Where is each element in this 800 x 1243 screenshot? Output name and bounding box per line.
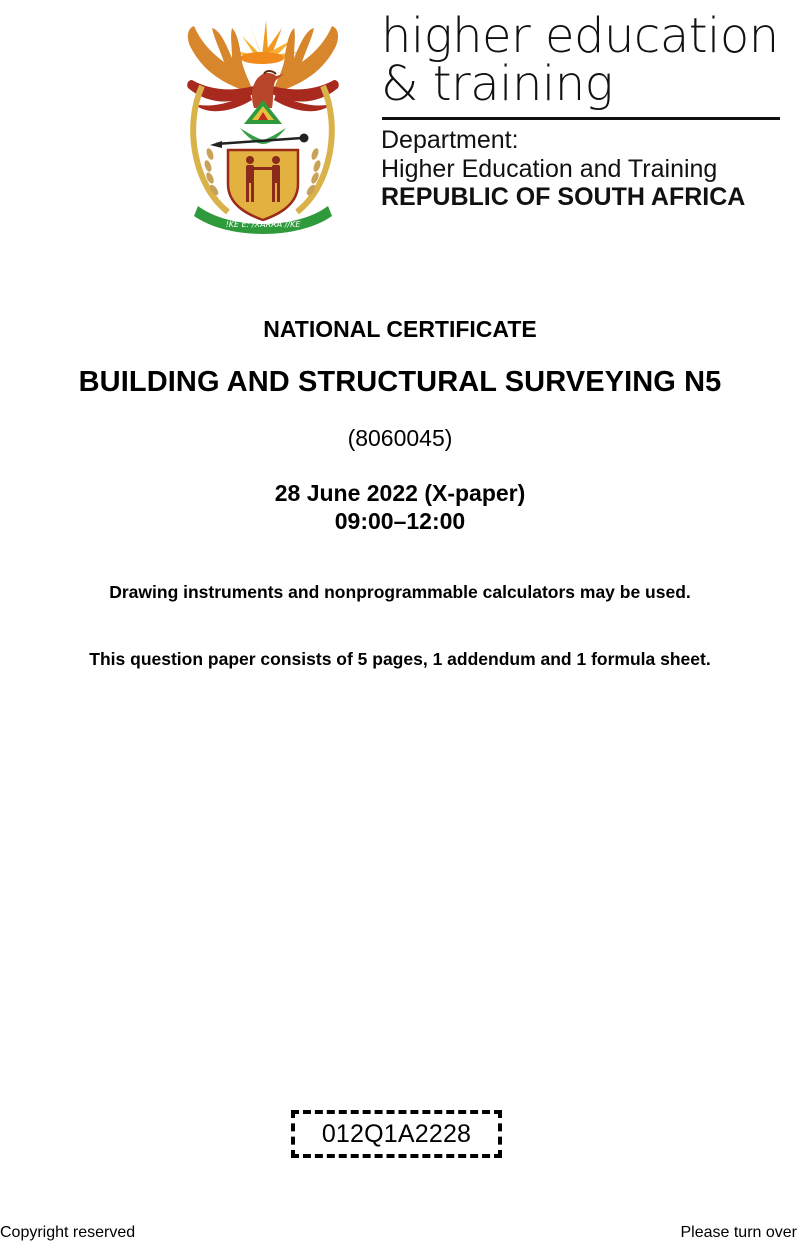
footer-copyright: Copyright reserved — [0, 1224, 136, 1241]
subject-code: (8060045) — [347, 425, 453, 451]
department-label: Department: — [381, 126, 519, 154]
exam-time: 09:00–12:00 — [334, 508, 466, 534]
brand-title-line1: higher education — [381, 8, 779, 64]
exam-date: 28 June 2022 (X-paper) — [274, 480, 526, 506]
brand-title-line2: & training — [381, 56, 613, 112]
department-name: Higher Education and Training — [381, 155, 718, 183]
footer-turn-over: Please turn over — [680, 1224, 797, 1241]
subject-title: BUILDING AND STRUCTURAL SURVEYING N5 — [78, 366, 722, 398]
paper-code-box — [291, 1110, 502, 1158]
instruction-instruments: Drawing instruments and nonprogrammable calculators may be used. — [109, 582, 691, 602]
instruction-page-count: This question paper consists of 5 pages, 1 addendum and 1 formula sheet. — [89, 649, 711, 669]
certificate-title: NATIONAL CERTIFICATE — [263, 316, 537, 342]
svg-text:!KE E: /XARRA //KE: !KE E: /XARRA //KE — [225, 220, 301, 229]
paper-code: 012Q1A2228 — [321, 1119, 472, 1148]
brand-divider — [382, 117, 780, 120]
department-country: REPUBLIC OF SOUTH AFRICA — [381, 183, 746, 211]
coat-of-arms-icon — [180, 16, 345, 234]
